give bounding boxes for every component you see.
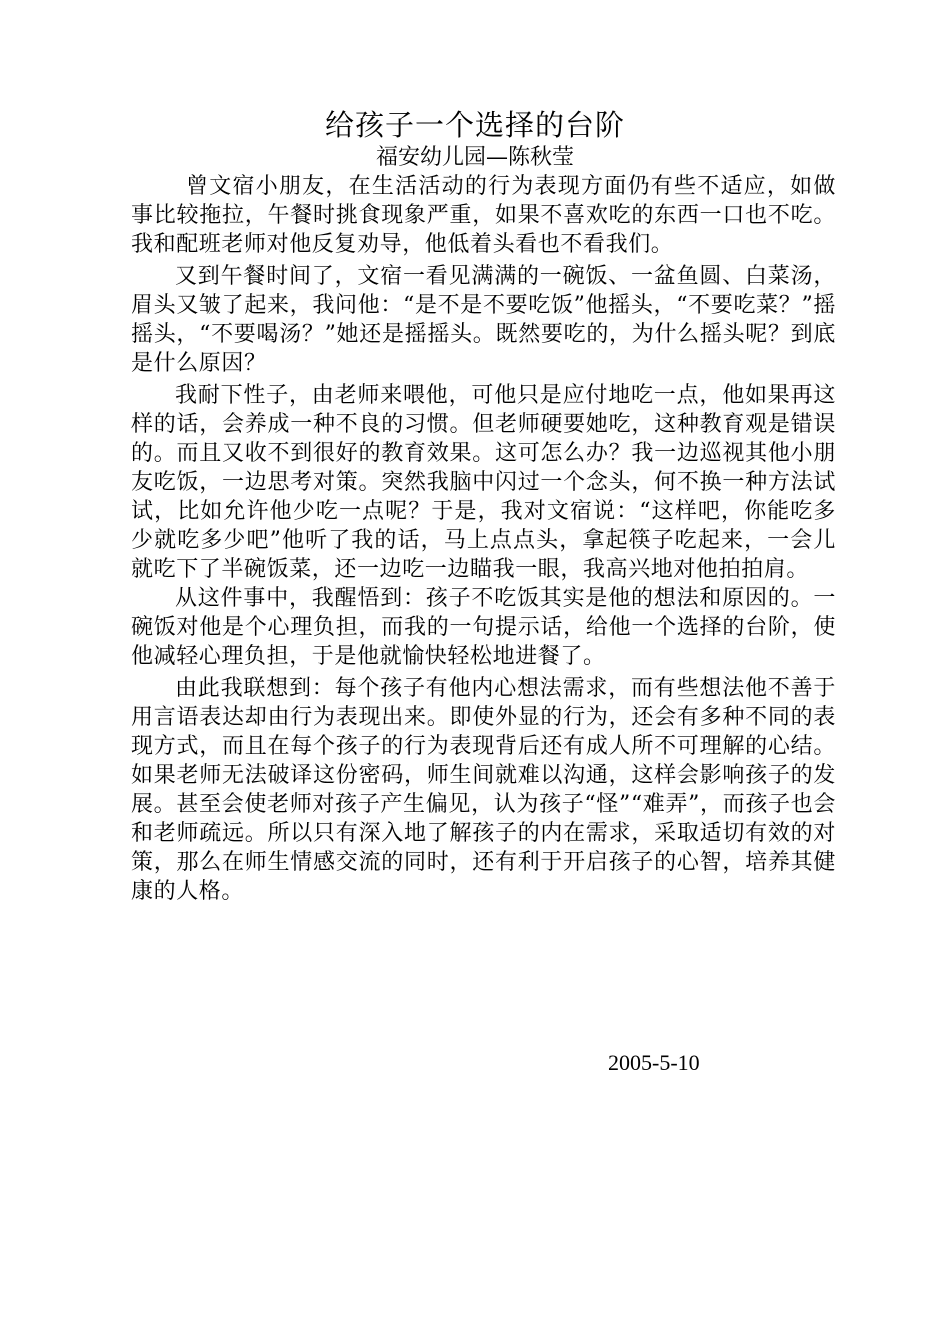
- paragraph-1: 曾文宿小朋友，在生活活动的行为表现方面仍有些不适应，如做事比较拖拉，午餐时挑食现象严重，如果不喜欢吃的东西一口也不吃。我和配班老师对他反复劝导，他低着头看也不看我们。: [131, 174, 836, 257]
- document-body: [131, 172, 836, 906]
- paragraph-2: 又到午餐时间了，文宿一看见满满的一碗饭、一盆鱼圆、白菜汤，眉头又皱了起来，我问他：“是不是不要吃饭”他摇头，“不要吃菜？”摇摇头，“不要喝汤？”她还是摇摇头。既然要吃的，为什么摇头呢？到底是什么原因？: [131, 264, 836, 376]
- paragraph-5: 由此我联想到：每个孩子有他内心想法需求，而有些想法他不善于用言语表达却由行为表现出来。即使外显的行为，还会有多种不同的表现方式，而且在每个孩子的行为表现背后还有成人所不可理解的心结。如果老师无法破译这份密码，师生间就难以沟通，这样会影响孩子的发展。甚至会使老师对孩子产生偏见，认为孩子“怪”“难弄”，而孩子也会和老师疏远。所以只有深入地了解孩子的内在需求，采取适切有效的对策，那么在师生情感交流的同时，还有利于开启孩子的心智，培养其健康的人格。: [131, 676, 836, 904]
- document-title: 给孩子一个选择的台阶: [324, 108, 625, 142]
- document-author: 福安幼儿园—陈秋莹: [375, 145, 574, 170]
- paragraph-4: 从这件事中，我醒悟到：孩子不吃饭其实是他的想法和原因的。一碗饭对他是个心理负担，而我的一句提示话，给他一个选择的台阶，使他减轻心理负担，于是他就愉快轻松地进餐了。: [131, 586, 836, 669]
- document-date: 2005-5-10: [608, 1050, 700, 1075]
- paragraph-3: 我耐下性子，由老师来喂他，可他只是应付地吃一点，他如果再这样的话，会养成一种不良的习惯。但老师硬要她吃，这种教育观是错误的。而且又收不到很好的教育效果。这可怎么办？我一边巡视其他小朋友吃饭，一边思考对策。突然我脑中闪过一个念头，何不换一种方法试试，比如允许他少吃一点呢？于是，我对文宿说：“这样吧，你能吃多少就吃多少吧”他听了我的话，马上点点头，拿起筷子吃起来，一会儿就吃下了半碗饭菜，还一边吃一边瞄我一眼，我高兴地对他拍拍肩。: [131, 383, 836, 582]
